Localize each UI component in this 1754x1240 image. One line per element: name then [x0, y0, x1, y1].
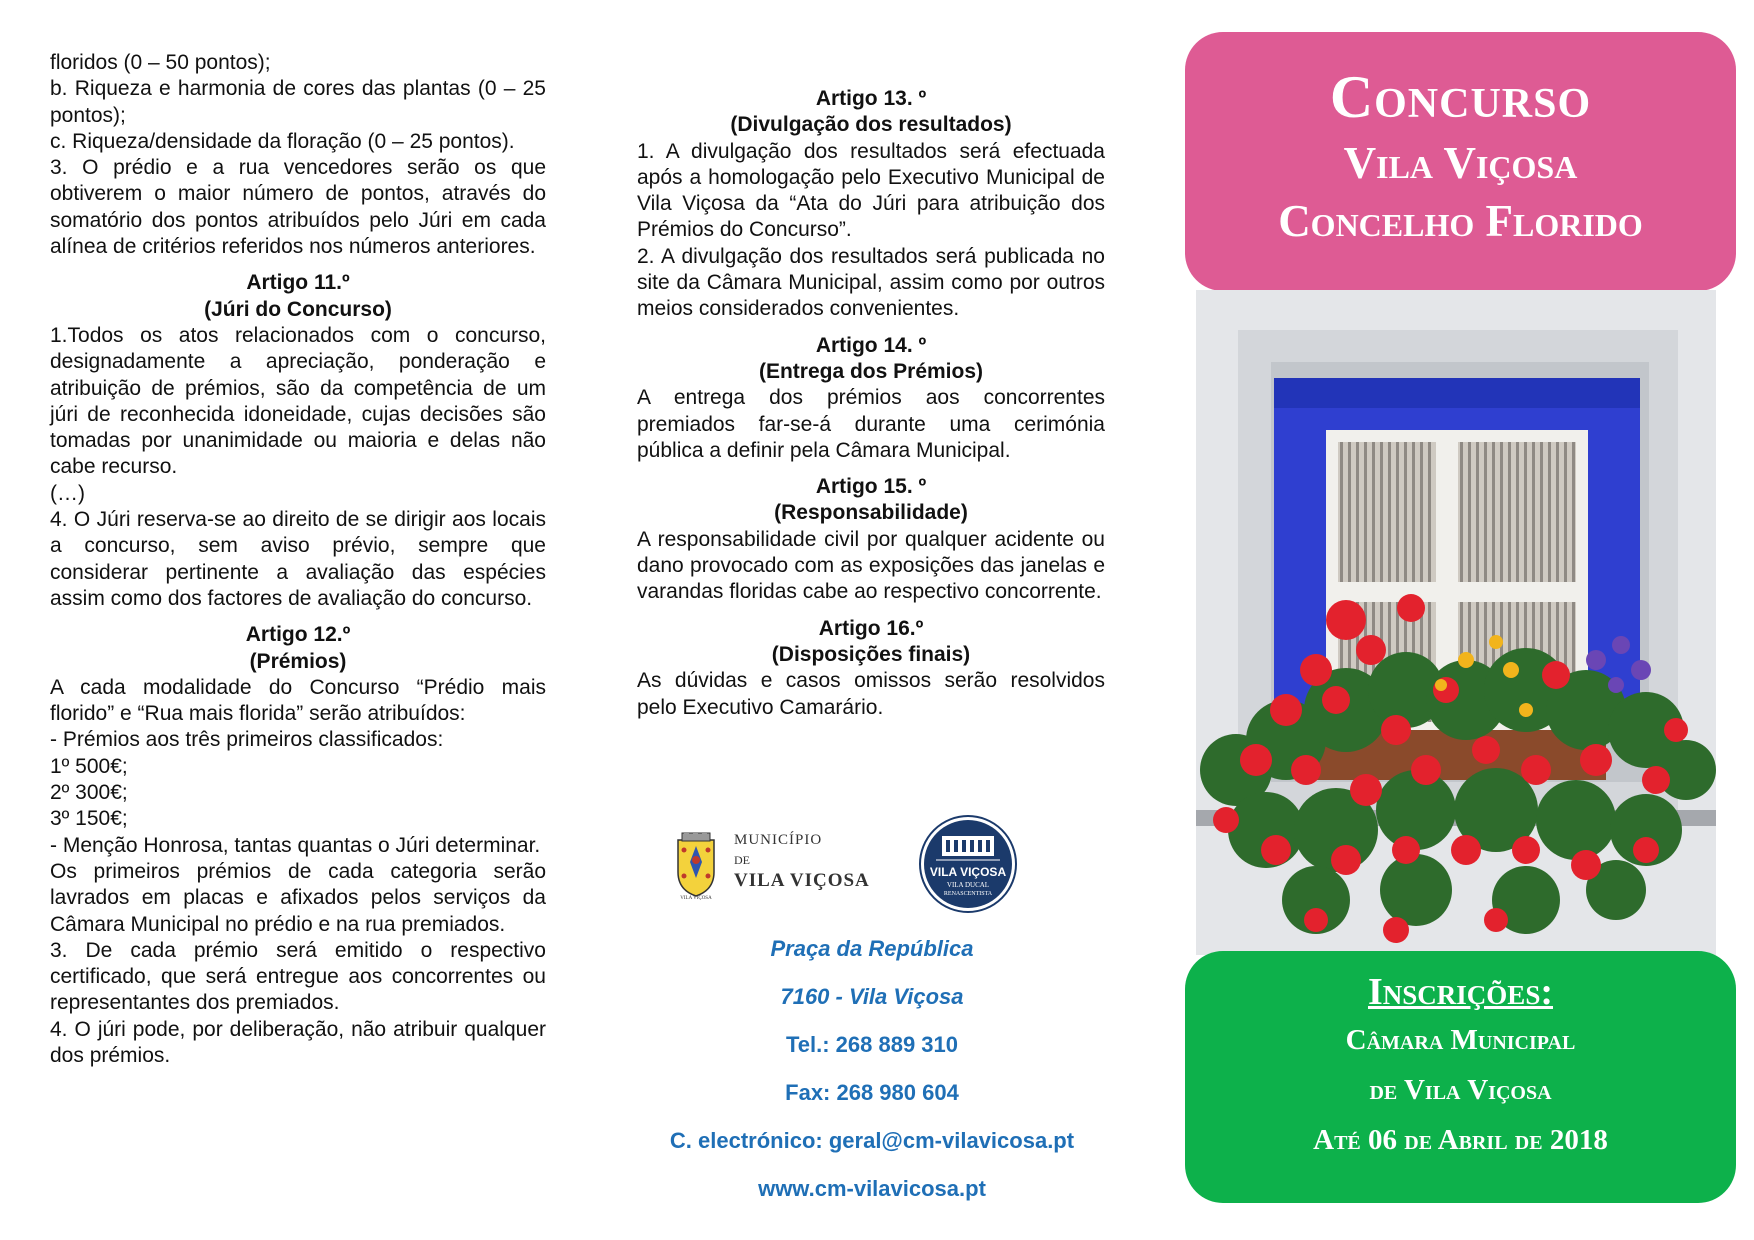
- flower-window-photo: [1196, 290, 1716, 955]
- article-14-subtitle: (Entrega dos Prémios): [758, 359, 984, 383]
- paragraph: 2. A divulgação dos resultados será publicada no site da Câmara Municipal, assim como por outros meios considerados convenientes.: [637, 244, 1105, 321]
- article-16-title: Artigo 16.º: [818, 616, 924, 640]
- svg-text:VILA VIÇOSA: VILA VIÇOSA: [680, 896, 712, 900]
- svg-text:VILA VIÇOSA: VILA VIÇOSA: [929, 865, 1007, 879]
- paragraph: (…): [50, 481, 85, 505]
- article-15-title: Artigo 15. º: [815, 475, 927, 499]
- cover-title-concurso: Concurso: [1329, 64, 1592, 130]
- paragraph: 1.Todos os atos relacionados com o concurso, designadamente a apreciação, ponderação e atribuição de prémios, são da competência de um júri de reconhecida idoneidade, cujas decisões são tomadas por unanimidade ou maioria e delas não cabe recurso.: [50, 323, 546, 479]
- article-13-subtitle: (Divulgação dos resultados): [730, 113, 1012, 137]
- svg-text:RENASCENTISTA: RENASCENTISTA: [943, 891, 993, 897]
- municipio-label: MUNICÍPIO: [734, 832, 823, 848]
- cover-title-vila-vicosa: Vila Viçosa: [1343, 138, 1578, 188]
- website-link[interactable]: www.cm-vilavicosa.pt: [758, 1176, 986, 1201]
- article-15-subtitle: (Responsabilidade): [774, 501, 968, 525]
- paragraph: 4. O júri pode, por deliberação, não atribuir qualquer dos prémios.: [50, 1017, 546, 1067]
- paragraph: c. Riqueza/densidade da floração (0 – 25 pontos).: [50, 129, 515, 153]
- paragraph: 1º 500€;: [50, 754, 128, 778]
- paragraph: A entrega dos prémios aos concorrentes premiados far-se-á durante uma cerimónia pública a definir pela Câmara Municipal.: [637, 386, 1105, 462]
- article-11-title: Artigo 11.º: [246, 271, 350, 295]
- article-11-subtitle: (Júri do Concurso): [204, 297, 392, 321]
- paragraph: A cada modalidade do Concurso “Prédio mais florido” e “Rua mais florida” serão atribuídos:: [50, 675, 546, 726]
- article-12-title: Artigo 12.º: [245, 623, 351, 647]
- paragraph: 2º 300€;: [50, 781, 128, 805]
- paragraph: floridos (0 – 50 pontos);: [50, 51, 271, 74]
- address-street: Praça da República: [770, 936, 974, 961]
- article-12-subtitle: (Prémios): [249, 649, 347, 673]
- registration-deadline: Até 06 de Abril de 2018: [1313, 1124, 1608, 1156]
- svg-text:VILA DUCAL: VILA DUCAL: [946, 881, 990, 889]
- telephone: Tel.: 268 889 310: [785, 1032, 959, 1057]
- email-link[interactable]: C. electrónico: geral@cm-vilavicosa.pt: [669, 1128, 1075, 1153]
- article-14-title: Artigo 14. º: [815, 333, 927, 357]
- registration-line-vila-vicosa: de Vila Viçosa: [1369, 1074, 1552, 1106]
- vila-ducal-seal-logo: [918, 814, 1018, 914]
- paragraph: b. Riqueza e harmonia de cores das plantas (0 – 25 pontos);: [50, 77, 546, 127]
- vila-vicosa-label: VILA VIÇOSA: [734, 870, 870, 891]
- cover-title-concelho-florido: Concelho Florido: [1278, 196, 1643, 246]
- de-label: DE: [734, 853, 750, 867]
- coat-of-arms-icon: [672, 832, 720, 900]
- paragraph: 3. De cada prémio será emitido o respectivo certificado, que será entregue aos concorrentes ou representantes dos premiados.: [50, 938, 546, 1015]
- article-13-title: Artigo 13. º: [815, 87, 927, 110]
- paragraph: - Menção Honrosa, tantas quantas o Júri determinar.: [50, 833, 541, 857]
- registration-box: [1185, 951, 1736, 1203]
- paragraph: 1. A divulgação dos resultados será efectuada após a homologação pelo Executivo Municipal de Vila Viçosa da “Ata do Júri para atribuição dos Prémios do Concurso”.: [637, 139, 1105, 242]
- registration-line-camara: Câmara Municipal: [1345, 1024, 1576, 1056]
- paragraph: 4. O Júri reserva-se ao direito de se dirigir aos locais a concurso, sem aviso prévio, sempre que considerar pertinente a avaliação das espécies assim como dos factores de avaliação do concurso.: [50, 508, 546, 610]
- article-16-subtitle: (Disposições finais): [771, 642, 971, 666]
- paragraph: As dúvidas e casos omissos serão resolvidos pelo Executivo Camarário.: [637, 669, 1105, 719]
- paragraph: Os primeiros prémios de cada categoria serão lavrados em placas e afixados pelos serviços da Câmara Municipal no prédio e na rua premiados.: [50, 859, 546, 936]
- paragraph: - Prémios aos três primeiros classificados:: [50, 728, 444, 752]
- left-text-column: [50, 50, 546, 1069]
- fax: Fax: 268 980 604: [785, 1080, 959, 1105]
- cover-title-box: [1185, 32, 1736, 291]
- address-postcode: 7160 - Vila Viçosa: [780, 984, 964, 1009]
- contact-block: [637, 925, 1107, 1213]
- middle-text-column: [637, 86, 1105, 721]
- paragraph: A responsabilidade civil por qualquer acidente ou dano provocado com as exposições das janelas e varandas floridas cabe ao respectivo concorrente.: [637, 527, 1105, 604]
- paragraph: 3º 150€;: [50, 807, 128, 831]
- municipality-logo: [668, 826, 878, 906]
- registration-heading: Inscrições:: [1368, 971, 1553, 1013]
- paragraph: 3. O prédio e a rua vencedores serão os que obtiverem o maior número de pontos, através do somatório dos pontos atribuídos pelo Júri em cada alínea de critérios referidos nos números anteriores.: [50, 156, 546, 259]
